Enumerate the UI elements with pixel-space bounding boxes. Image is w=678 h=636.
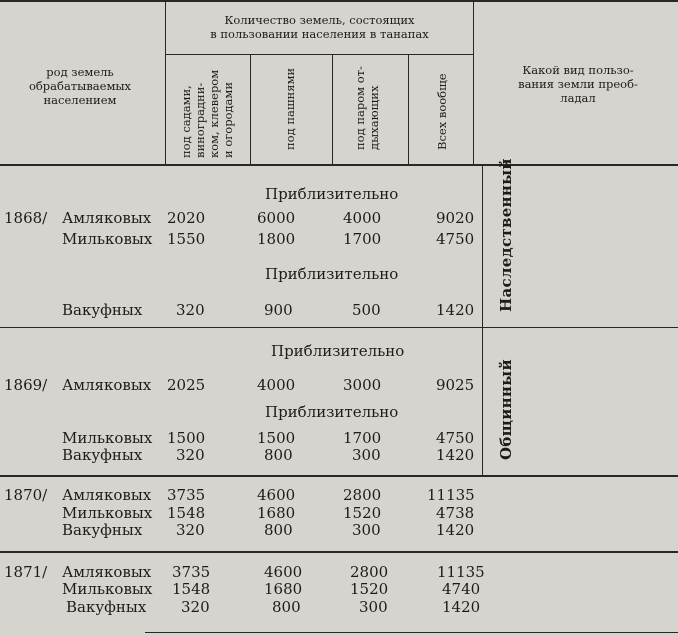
row-kind: Мильковых: [62, 230, 153, 248]
value-fields: 900: [264, 301, 293, 319]
year-label: 1868/: [4, 209, 48, 227]
header-fields: под пашнями: [283, 67, 297, 150]
value-gardens: 3735: [172, 563, 211, 581]
value-gardens: 320: [181, 598, 210, 616]
header-group-line1: Количество земель, состоящих: [224, 13, 415, 27]
row-kind: Вакуфных: [66, 598, 147, 616]
value-total: 4738: [436, 504, 475, 522]
header-gardens-line4: и огородами: [221, 81, 235, 158]
header-use-line2: вания земли преоб-: [518, 77, 638, 91]
header-divider-2: [250, 55, 251, 164]
approx-note: Приблизительно: [271, 342, 405, 360]
row-kind: Вакуфных: [62, 521, 143, 539]
value-fallow: 3000: [343, 376, 382, 394]
value-fallow: 2800: [343, 486, 382, 504]
header-group-line2: в пользовании населения в танапах: [210, 27, 429, 41]
value-gardens: 1548: [172, 580, 211, 598]
value-fallow: 2800: [350, 563, 389, 581]
header-use-line1: Какой вид пользо-: [522, 63, 634, 77]
approx-note: Приблизительно: [265, 185, 399, 203]
value-fields: 1800: [257, 230, 296, 248]
header-fallow-line2: дыхающих: [367, 85, 381, 150]
value-gardens: 1500: [167, 429, 206, 447]
value-total: 1420: [436, 446, 475, 464]
value-total: 9020: [436, 209, 475, 227]
row-rule-1869: [0, 327, 678, 328]
header-gardens-line3: ком, клевером: [207, 69, 221, 158]
row-kind: Амляковых: [62, 486, 152, 504]
value-fields: 4600: [264, 563, 303, 581]
label-hereditary: Наследственный: [497, 158, 515, 312]
header-col-land-line2: обрабатываемых: [28, 79, 132, 93]
header-bottom-rule: [0, 164, 678, 166]
value-fields: 1680: [264, 580, 303, 598]
value-fields: 800: [264, 521, 293, 539]
value-fallow: 300: [352, 446, 381, 464]
value-fields: 6000: [257, 209, 296, 227]
row-rule-1871: [0, 551, 678, 553]
value-fields: 4000: [257, 376, 296, 394]
value-total: 1420: [442, 598, 481, 616]
body-divider-right: [482, 166, 483, 476]
value-fallow: 1700: [343, 429, 382, 447]
value-total: 11135: [427, 486, 475, 504]
value-total: 1420: [436, 301, 475, 319]
value-gardens: 2025: [167, 376, 206, 394]
value-fallow: 4000: [343, 209, 382, 227]
header-gardens-line2: виноградни-: [193, 82, 207, 158]
value-fields: 800: [272, 598, 301, 616]
year-label: 1871/: [4, 563, 48, 581]
row-kind: Мильковых: [62, 580, 153, 598]
value-gardens: 320: [176, 301, 205, 319]
value-total: 9025: [436, 376, 475, 394]
header-use-line3: ладал: [560, 91, 596, 105]
header-gardens-line1: под садами,: [179, 85, 193, 158]
value-gardens: 3735: [167, 486, 206, 504]
header-total: Всех вообще: [435, 73, 449, 150]
value-gardens: 2020: [167, 209, 206, 227]
value-total: 4740: [442, 580, 481, 598]
value-total: 4750: [436, 230, 475, 248]
row-kind: Мильковых: [62, 429, 153, 447]
value-total: 11135: [437, 563, 485, 581]
value-fields: 800: [264, 446, 293, 464]
value-gardens: 320: [176, 446, 205, 464]
value-fields: 1500: [257, 429, 296, 447]
top-rule: [0, 0, 678, 2]
value-gardens: 1548: [167, 504, 206, 522]
row-rule-1870: [0, 475, 678, 477]
value-total: 4750: [436, 429, 475, 447]
value-fallow: 1700: [343, 230, 382, 248]
header-divider-3: [332, 55, 333, 164]
header-divider-4: [408, 55, 409, 164]
approx-note: Приблизительно: [265, 265, 399, 283]
bottom-rule: [145, 632, 678, 633]
header-col-land-line3: населением: [43, 93, 117, 107]
header-fallow-line1: под паром от-: [353, 66, 367, 150]
year-label: 1869/: [4, 376, 48, 394]
header-divider-5: [473, 2, 474, 164]
header-col-land-line1: род земель: [46, 65, 114, 79]
row-kind: Амляковых: [62, 209, 152, 227]
row-kind: Амляковых: [62, 376, 152, 394]
value-fallow: 300: [359, 598, 388, 616]
value-fallow: 1520: [350, 580, 389, 598]
approx-note: Приблизительно: [265, 403, 399, 421]
value-fallow: 500: [352, 301, 381, 319]
row-kind: Вакуфных: [62, 446, 143, 464]
value-fields: 1680: [257, 504, 296, 522]
row-kind: Мильковых: [62, 504, 153, 522]
value-total: 1420: [436, 521, 475, 539]
value-fields: 4600: [257, 486, 296, 504]
row-kind: Вакуфных: [62, 301, 143, 319]
value-gardens: 320: [176, 521, 205, 539]
row-kind: Амляковых: [62, 563, 152, 581]
value-gardens: 1550: [167, 230, 206, 248]
value-fallow: 1520: [343, 504, 382, 522]
year-label: 1870/: [4, 486, 48, 504]
label-communal: Общинный: [497, 359, 515, 460]
value-fallow: 300: [352, 521, 381, 539]
header-subrule: [165, 54, 473, 55]
